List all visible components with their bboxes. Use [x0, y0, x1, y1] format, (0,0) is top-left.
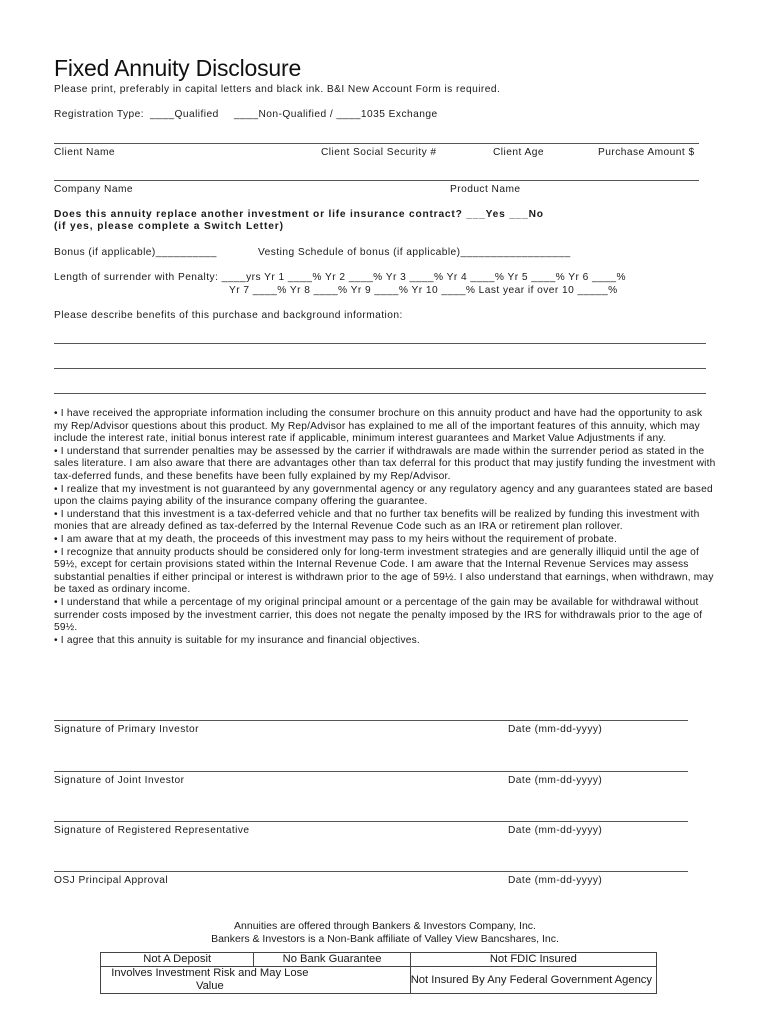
- osj-approval-line[interactable]: [54, 871, 688, 872]
- client-age-label: Client Age: [493, 147, 544, 158]
- client-info-line[interactable]: [54, 143, 699, 144]
- page-title: Fixed Annuity Disclosure: [54, 55, 302, 81]
- replacement-question[interactable]: Does this annuity replace another investment or life insurance contract? ___Yes ___No: [54, 209, 544, 220]
- purchase-amount-label: Purchase Amount $: [598, 147, 695, 158]
- client-name-label: Client Name: [54, 147, 116, 158]
- surrender-schedule-line1[interactable]: Length of surrender with Penalty: ____yrs Yr 1 ____% Yr 2 ____% Yr 3 ____% Yr 4 ____% Yr 5 ____% Yr 6 ____%: [54, 272, 627, 283]
- benefits-prompt: Please describe benefits of this purchase and background information:: [54, 310, 403, 321]
- bonus-field[interactable]: Bonus (if applicable)__________: [54, 247, 217, 258]
- joint-investor-date-label: Date (mm-dd-yyyy): [508, 775, 603, 786]
- benefits-line-3[interactable]: [54, 393, 706, 394]
- footer-affiliate-line: Bankers & Investors is a Non-Bank affiliate of Valley View Bancshares, Inc.: [211, 933, 559, 945]
- rep-signature-label: Signature of Registered Representative: [54, 825, 250, 836]
- osj-date-label: Date (mm-dd-yyyy): [508, 875, 603, 886]
- registration-non-qualified[interactable]: ____Non-Qualified / ____1035 Exchange: [234, 109, 438, 120]
- registration-label: Registration Type:: [54, 109, 145, 120]
- instructions: Please print, preferably in capital letters and black ink. B&I New Account Form is required.: [54, 84, 501, 95]
- acknowledgement-item: • I understand that surrender penalties may be assessed by the carrier if withdrawals are made within the surrender period as stated in the sales literature. I am also aware that there are advantages other than tax deferral for this product that may justify funding the investment with tax-deferred funds, and these benefits have been fully explained by my Rep/Advisor.: [54, 445, 716, 482]
- switch-letter-note: (if yes, please complete a Switch Letter): [54, 221, 284, 232]
- acknowledgement-item: • I am aware that at my death, the proceeds of this investment may pass to my heirs without the requirement of probate.: [54, 533, 618, 545]
- joint-investor-signature-line[interactable]: [54, 771, 688, 772]
- rep-date-label: Date (mm-dd-yyyy): [508, 825, 603, 836]
- acknowledgement-item: • I have received the appropriate information including the consumer brochure on this annuity product and have had the opportunity to ask my Rep/Advisor questions about this product. My Rep/Advisor has explained to me all of the important features of this annuity, which may include the interest rate, initial bonus interest rate if applicable, minimum interest guarantees and Market Value Adjustments if any.: [54, 408, 703, 445]
- disclaimer-table: [100, 952, 657, 994]
- disclaimer-not-insured-federal: Not Insured By Any Federal Government Agency: [410, 967, 656, 994]
- rep-signature-line[interactable]: [54, 821, 688, 822]
- disclaimer-not-fdic: Not FDIC Insured: [410, 953, 656, 967]
- benefits-line-2[interactable]: [54, 368, 706, 369]
- disclaimer-no-bank-guarantee: No Bank Guarantee: [254, 953, 410, 967]
- joint-investor-signature-label: Signature of Joint Investor: [54, 775, 185, 786]
- acknowledgement-item: • I understand that this investment is a tax-deferred vehicle and that no further tax benefits will be realized by funding this investment with monies that are already defined as tax-deferred by the Internal Revenue Code such as an IRA or retirement plan rollover.: [54, 508, 700, 533]
- company-name-label: Company Name: [54, 184, 134, 195]
- company-info-line[interactable]: [54, 180, 699, 181]
- primary-investor-signature-line[interactable]: [54, 720, 688, 721]
- client-ssn-label: Client Social Security #: [321, 147, 437, 158]
- acknowledgement-item: • I recognize that annuity products should be considered only for long-term investment strategies and are generally illiquid until the age of 59½, except for certain provisions stated within the Internal Revenue Code. I am aware that the Internal Revenue Services may assess substantial penalties if either principal or interest is withdrawn prior to the age of 59½. I also understand that earnings, when withdrawn, may be taxed as ordinary income.: [54, 546, 714, 596]
- acknowledgement-item: • I agree that this annuity is suitable for my insurance and financial objectives.: [54, 634, 420, 646]
- primary-investor-date-label: Date (mm-dd-yyyy): [508, 724, 603, 735]
- product-name-label: Product Name: [450, 184, 521, 195]
- benefits-line-1[interactable]: [54, 343, 706, 344]
- disclaimer-not-deposit: Not A Deposit: [101, 953, 254, 967]
- osj-approval-label: OSJ Principal Approval: [54, 875, 169, 886]
- footer-offering-line: Annuities are offered through Bankers & Investors Company, Inc.: [234, 920, 536, 932]
- primary-investor-signature-label: Signature of Primary Investor: [54, 724, 199, 735]
- registration-qualified[interactable]: ____Qualified: [150, 109, 219, 120]
- acknowledgement-item: • I realize that my investment is not guaranteed by any governmental agency or any regulatory agency and any guarantees stated are based upon the claims paying ability of the insurance company offering the guarantee.: [54, 483, 713, 508]
- surrender-schedule-line2[interactable]: Yr 7 ____% Yr 8 ____% Yr 9 ____% Yr 10 ____% Last year if over 10 _____%: [229, 285, 618, 296]
- disclaimer-investment-risk: Involves Investment Risk and May Lose Value: [101, 967, 411, 994]
- acknowledgement-item: • I understand that while a percentage of my original principal amount or a percentage of the gain may be available for withdrawal without surrender costs imposed by the investment carrier, this does not negate the penalty imposed by the IRS for withdrawals prior to the age of 59½.: [54, 596, 703, 634]
- acknowledgements: [54, 408, 716, 647]
- vesting-schedule-field[interactable]: Vesting Schedule of bonus (if applicable)__________________: [258, 247, 571, 258]
